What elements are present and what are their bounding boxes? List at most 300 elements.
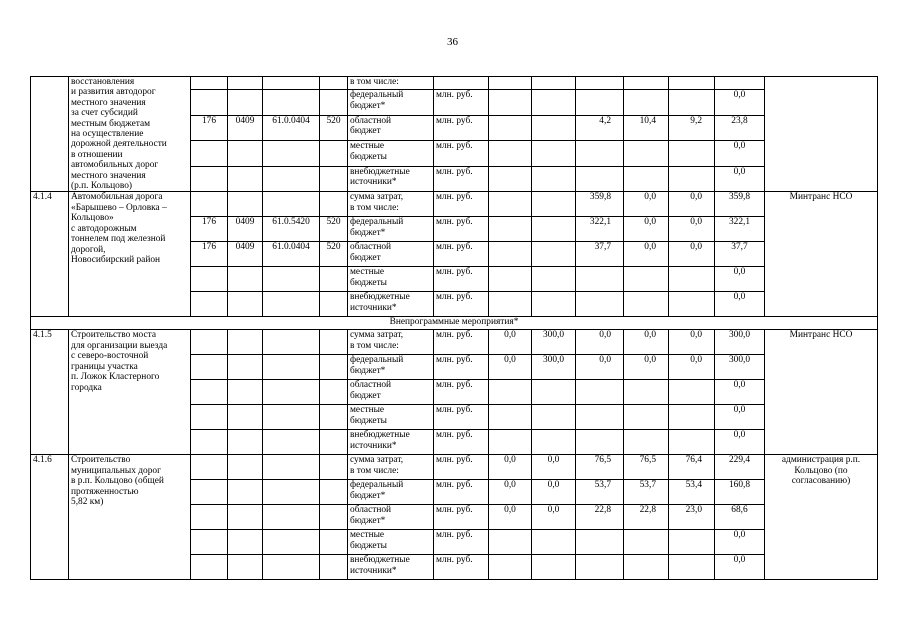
year-value [489,217,532,242]
funding-source [348,166,434,192]
text-line: федеральный [350,355,404,366]
year-value [624,166,669,192]
expense-type: 520 [320,242,348,267]
funding-source [348,77,434,90]
text-line: 5,82 км) [71,497,104,508]
year-value [669,380,715,405]
text-line: бюджет* [350,100,386,111]
year-value [669,555,715,580]
total-value: 300,0 [715,355,765,380]
item-number: 4.1.6 [31,455,69,580]
year-value: 76,4 [669,455,715,480]
text-line: источники* [350,440,397,451]
text-line: протяженностью [71,486,139,497]
total-value: 68,6 [715,505,765,530]
expense-type: 520 [320,217,348,242]
item-number [31,77,69,192]
text-line: в том числе: [350,77,399,87]
expense-type [320,166,348,192]
year-value: 0,0 [624,330,669,355]
section-code [228,330,263,355]
year-value [624,141,669,167]
text-line: бюджет* [350,490,386,501]
table-row [31,77,878,90]
year-value: 76,5 [624,455,669,480]
section-code [228,166,263,192]
target-article [263,480,320,505]
text-line: источники* [350,565,397,576]
unit: млн. руб. [434,505,489,530]
year-value: 0,0 [532,480,576,505]
text-line: местным бюджетам [71,118,151,129]
text-line: Кольцово» [71,213,114,224]
year-value: 22,8 [576,505,624,530]
item-name [69,330,191,455]
year-value: 53,4 [669,480,715,505]
budget-table [30,76,878,580]
year-value [532,292,576,317]
expense-type [320,380,348,405]
unit: млн. руб. [434,166,489,192]
year-value [624,530,669,555]
target-article [263,90,320,116]
expense-type [320,292,348,317]
year-value [624,90,669,116]
grbs-code [191,90,228,116]
text-line: местные [350,530,385,541]
year-value [532,380,576,405]
target-article [263,267,320,292]
funding-source [348,115,434,141]
target-article [263,455,320,480]
unit: млн. руб. [434,267,489,292]
total-value: 23,8 [715,115,765,141]
year-value: 0,0 [669,330,715,355]
text-line: федеральный [350,90,404,101]
unit: млн. руб. [434,217,489,242]
year-value [489,115,532,141]
year-value [669,530,715,555]
year-value [669,90,715,116]
text-line: местные [350,405,385,416]
year-value [624,380,669,405]
grbs-code [191,292,228,317]
expense-type [320,505,348,530]
year-value: 0,0 [669,192,715,217]
expense-type [320,530,348,555]
target-article [263,380,320,405]
total-value: 0,0 [715,380,765,405]
text-line: в том числе: [350,340,399,351]
year-value [576,90,624,116]
year-value [576,430,624,455]
expense-type [320,141,348,167]
section-code [228,405,263,430]
text-line: Автомобильная дорога [71,192,163,203]
total-value: 229,4 [715,455,765,480]
unit [434,77,489,90]
grbs-code [191,430,228,455]
unit: млн. руб. [434,355,489,380]
section-code: 0409 [228,242,263,267]
section-code [228,555,263,580]
funding-source [348,505,434,530]
year-value [576,292,624,317]
total-value: 359,8 [715,192,765,217]
year-value [532,192,576,217]
year-value: 4,2 [576,115,624,141]
text-line: с северо-восточной [71,351,149,362]
year-value [532,405,576,430]
text-line: п. Ложок Кластерного [71,372,160,383]
item-name [69,192,191,317]
funding-source [348,192,434,217]
year-value: 0,0 [489,480,532,505]
section-code [228,480,263,505]
funding-source [348,330,434,355]
grbs-code [191,330,228,355]
expense-type [320,430,348,455]
year-value: 37,7 [576,242,624,267]
total-value: 0,0 [715,141,765,167]
year-value [576,530,624,555]
target-article [263,555,320,580]
section-code: 0409 [228,217,263,242]
year-value: 0,0 [489,355,532,380]
year-value [669,267,715,292]
year-value [576,77,624,90]
year-value [624,292,669,317]
funding-source [348,242,434,267]
text-line: восстановления [71,77,135,87]
item-name [69,77,191,192]
grbs-code: 176 [191,217,228,242]
total-value: 160,8 [715,480,765,505]
target-article [263,166,320,192]
target-article [263,355,320,380]
table-row [31,192,878,217]
expense-type [320,267,348,292]
year-value [489,90,532,116]
text-line: областной [350,242,392,253]
total-value: 0,0 [715,405,765,430]
section-code: 0409 [228,115,263,141]
text-line: бюджет* [350,227,386,238]
year-value: 22,8 [624,505,669,530]
section-code [228,292,263,317]
table-row [31,455,878,480]
year-value [669,77,715,90]
year-value [489,430,532,455]
section-code [228,267,263,292]
text-line: для организации выезда [71,340,168,351]
year-value [489,555,532,580]
grbs-code: 176 [191,242,228,267]
year-value [489,267,532,292]
text-line: бюджеты [350,151,387,162]
year-value [489,530,532,555]
grbs-code [191,455,228,480]
expense-type [320,90,348,116]
text-line: областной [350,380,392,391]
year-value [624,555,669,580]
year-value [489,242,532,267]
text-line: «Барышево – Орловка – [71,202,167,213]
text-line: местные [350,267,385,278]
funding-source [348,217,434,242]
unit: млн. руб. [434,330,489,355]
text-line: границы участка [71,361,138,372]
total-value [715,77,765,90]
year-value [576,405,624,430]
year-value: 322,1 [576,217,624,242]
target-article: 61.0.0404 [263,242,320,267]
grbs-code [191,141,228,167]
table-row [31,330,878,355]
text-line: (р.п. Кольцово) [71,181,133,192]
year-value: 0,0 [576,330,624,355]
year-value [532,430,576,455]
funding-source [348,292,434,317]
grbs-code: 176 [191,115,228,141]
year-value [624,77,669,90]
item-number: 4.1.5 [31,330,69,455]
section-code [228,455,263,480]
grbs-code [191,530,228,555]
funding-source [348,405,434,430]
executor: Минтранс НСО [765,192,878,317]
year-value: 10,4 [624,115,669,141]
section-code [228,355,263,380]
total-value: 0,0 [715,555,765,580]
text-line: федеральный [350,480,404,491]
target-article [263,530,320,555]
unit: млн. руб. [434,192,489,217]
text-line: Строительство моста [71,330,156,341]
grbs-code [191,166,228,192]
text-line: внебюджетные [350,166,410,177]
total-value: 322,1 [715,217,765,242]
text-line: Строительство [71,455,131,466]
funding-source [348,267,434,292]
total-value: 0,0 [715,530,765,555]
year-value [624,405,669,430]
year-value [669,141,715,167]
grbs-code [191,355,228,380]
year-value [489,380,532,405]
year-value [489,141,532,167]
text-line: и развития автодорог [71,87,156,98]
year-value [532,242,576,267]
target-article [263,77,320,90]
section-code [228,141,263,167]
text-line: городка [71,382,102,393]
text-line: в том числе: [350,465,399,476]
year-value [532,267,576,292]
grbs-code [191,380,228,405]
year-value: 0,0 [489,330,532,355]
year-value [576,555,624,580]
expense-type [320,77,348,90]
target-article [263,405,320,430]
year-value: 0,0 [669,217,715,242]
text-line: местного значения [71,170,146,181]
unit: млн. руб. [434,242,489,267]
executor: администрация р.п. Кольцово (по согласованию) [765,455,878,580]
year-value [576,380,624,405]
target-article: 61.0.5420 [263,217,320,242]
year-value [576,141,624,167]
grbs-code [191,77,228,90]
text-line: бюджеты [350,415,387,426]
text-line: в том числе: [350,202,399,213]
text-line: бюджет [350,390,381,401]
year-value: 0,0 [532,455,576,480]
text-line: сумма затрат, [350,330,404,341]
year-value: 0,0 [532,505,576,530]
year-value: 0,0 [489,505,532,530]
text-line: в отношении [71,149,123,160]
funding-source [348,380,434,405]
year-value: 53,7 [576,480,624,505]
expense-type [320,330,348,355]
text-line: автомобильных дорог [71,160,159,171]
text-line: областной [350,115,392,126]
year-value [489,77,532,90]
year-value [532,217,576,242]
text-line: бюджеты [350,540,387,551]
text-line: бюджет [350,252,381,263]
section-code [228,90,263,116]
text-line: местного значения [71,97,146,108]
unit: млн. руб. [434,380,489,405]
total-value: 0,0 [715,292,765,317]
year-value: 53,7 [624,480,669,505]
section-header: Внепрограммные мероприятия* [31,317,878,330]
text-line: бюджет* [350,515,386,526]
section-code [228,430,263,455]
year-value: 23,0 [669,505,715,530]
year-value: 76,5 [576,455,624,480]
year-value: 0,0 [624,355,669,380]
unit: млн. руб. [434,90,489,116]
total-value: 300,0 [715,330,765,355]
year-value [489,292,532,317]
expense-type [320,455,348,480]
funding-source [348,430,434,455]
text-line: сумма затрат, [350,455,404,466]
year-value [532,555,576,580]
unit: млн. руб. [434,530,489,555]
year-value [532,530,576,555]
year-value: 0,0 [624,217,669,242]
item-name [69,455,191,580]
year-value [532,90,576,116]
text-line: внебюджетные [350,430,410,441]
target-article [263,430,320,455]
text-line: источники* [350,302,397,313]
year-value [532,166,576,192]
funding-source [348,455,434,480]
section-code [228,380,263,405]
text-line: источники* [350,177,397,188]
text-line: сумма затрат, [350,192,404,203]
item-number: 4.1.4 [31,192,69,317]
year-value [489,166,532,192]
year-value [624,267,669,292]
text-line: с автодорожным [71,223,137,234]
expense-type [320,480,348,505]
funding-source [348,555,434,580]
section-code [228,505,263,530]
target-article [263,505,320,530]
page-number: 36 [447,36,458,48]
text-line: внебюджетные [350,555,410,566]
executor: Минтранс НСО [765,330,878,455]
target-article [263,330,320,355]
text-line: муниципальных дорог [71,465,161,476]
year-value [489,192,532,217]
total-value: 0,0 [715,90,765,116]
year-value: 0,0 [489,455,532,480]
year-value [532,141,576,167]
unit: млн. руб. [434,480,489,505]
text-line: на осуществление [71,129,144,140]
text-line: областной [350,505,392,516]
year-value: 0,0 [624,192,669,217]
executor [765,77,878,192]
year-value [532,77,576,90]
unit: млн. руб. [434,115,489,141]
funding-source [348,141,434,167]
unit: млн. руб. [434,455,489,480]
target-article [263,192,320,217]
total-value: 37,7 [715,242,765,267]
total-value: 0,0 [715,166,765,192]
year-value [576,166,624,192]
target-article: 61.0.0404 [263,115,320,141]
unit: млн. руб. [434,430,489,455]
total-value: 0,0 [715,267,765,292]
total-value: 0,0 [715,430,765,455]
year-value: 359,8 [576,192,624,217]
text-line: местные [350,141,385,152]
year-value [624,430,669,455]
text-line: за счет субсидий [71,108,138,119]
year-value: 0,0 [669,355,715,380]
section-code [228,530,263,555]
expense-type [320,555,348,580]
year-value: 0,0 [624,242,669,267]
funding-source [348,90,434,116]
unit: млн. руб. [434,405,489,430]
text-line: внебюджетные [350,292,410,303]
year-value [576,267,624,292]
year-value: 0,0 [576,355,624,380]
year-value [532,115,576,141]
text-line: дорогой, [71,244,106,255]
text-line: бюджеты [350,277,387,288]
text-line: дорожной деятельности [71,139,167,150]
target-article [263,292,320,317]
unit: млн. руб. [434,555,489,580]
text-line: тоннелем под железной [71,234,166,245]
grbs-code [191,505,228,530]
year-value: 300,0 [532,330,576,355]
expense-type [320,405,348,430]
year-value [489,405,532,430]
grbs-code [191,480,228,505]
